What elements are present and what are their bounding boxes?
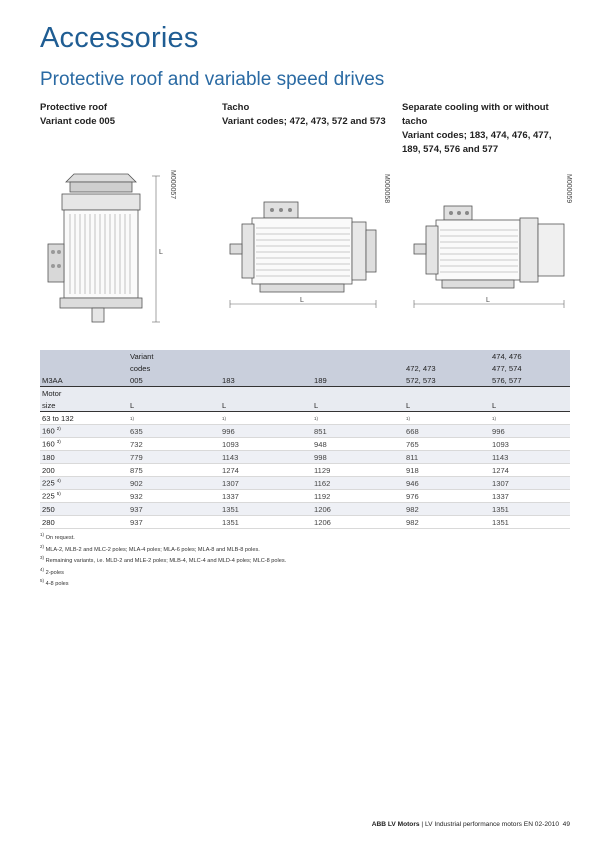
dimension-value: 1351	[220, 516, 312, 529]
dimension-value: 732	[128, 438, 220, 451]
figure-code: M000058	[383, 174, 390, 204]
heading-line: 189, 574, 576 and 577	[402, 144, 499, 155]
dimension-value: 976	[404, 490, 490, 503]
dimension-value: 635	[128, 425, 220, 438]
header-cell	[312, 362, 404, 374]
heading-line: Protective roof	[40, 102, 108, 113]
dimension-value: 946	[404, 477, 490, 490]
header-cell	[220, 362, 312, 374]
table-subheader-row	[40, 387, 570, 400]
figure-code: M000059	[565, 174, 572, 204]
footnote	[40, 543, 286, 555]
table-body	[40, 412, 570, 529]
table-header-row	[40, 374, 570, 387]
dimension-value: 1337	[490, 490, 570, 503]
motor-size: 225	[42, 478, 55, 488]
footnote-text: 4-8 poles	[45, 581, 69, 588]
table-row	[40, 438, 570, 451]
dimension-value: 1)	[220, 412, 312, 425]
header-cell: 189	[312, 374, 404, 387]
motor-size-cell	[40, 516, 128, 529]
dimension-value: 1337	[220, 490, 312, 503]
footnote-ref: 5)	[56, 491, 61, 497]
dimension-value: 765	[404, 438, 490, 451]
dimension-label: L	[486, 297, 490, 304]
header-cell	[312, 350, 404, 362]
dimension-value: 998	[312, 451, 404, 464]
table-row	[40, 412, 570, 425]
dimension-value: 932	[128, 490, 220, 503]
motor-size: 160	[42, 439, 55, 449]
motor-size: 160	[42, 426, 55, 436]
header-cell	[404, 350, 490, 362]
dimension-value: 1351	[490, 503, 570, 516]
footer-brand: ABB LV Motors	[371, 821, 420, 828]
footnote	[40, 566, 286, 578]
footnote-text: 2-poles	[45, 569, 64, 576]
heading-line: Tacho	[222, 102, 250, 113]
page-footer	[372, 821, 570, 828]
motor-label: Motor	[40, 387, 128, 400]
dimension-value: 1129	[312, 464, 404, 477]
motor-size: 225	[42, 491, 55, 501]
footnote	[40, 577, 286, 589]
dimension-value: 1)	[490, 412, 570, 425]
column-heading-separate-cooling	[402, 101, 551, 157]
dimension-value: 1143	[220, 451, 312, 464]
footnote-ref: 3)	[56, 439, 61, 445]
page-subtitle: Protective roof and variable speed drives	[40, 69, 385, 90]
header-cell: 477, 574	[490, 362, 570, 374]
column-heading-tacho	[222, 101, 386, 129]
motor-size: 280	[42, 517, 55, 527]
header-cell: 183	[220, 374, 312, 387]
dimension-value: 1)	[128, 412, 220, 425]
header-cell	[220, 350, 312, 362]
figure-code: M000057	[169, 170, 176, 200]
footnote-ref: 4)	[56, 478, 61, 484]
footnote-text: Remaining variants, i.e. MLD-2 and MLE-2 poles; MLB-4, MLC-4 and MLD-4 poles; MLC-8 poles.	[45, 557, 287, 564]
page-number: 49	[562, 821, 570, 828]
header-cell: Variant	[128, 350, 220, 362]
footer-separator: |	[419, 821, 425, 828]
header-cell: codes	[128, 362, 220, 374]
footnote-marker: 2)	[40, 543, 45, 549]
unit-cell: L	[404, 399, 490, 412]
dimension-value: 1274	[490, 464, 570, 477]
dimension-value: 779	[128, 451, 220, 464]
motor-size-cell	[40, 490, 128, 503]
table-row	[40, 464, 570, 477]
footer-document: LV Industrial performance motors EN 02-2010	[424, 821, 559, 828]
motor-size-cell	[40, 412, 128, 425]
dimension-value: 1143	[490, 451, 570, 464]
dimension-value: 1)	[312, 412, 404, 425]
dimension-value: 1307	[220, 477, 312, 490]
dimension-value: 1206	[312, 516, 404, 529]
dimension-value: 1093	[490, 438, 570, 451]
footnote-marker: 5)	[40, 578, 45, 584]
dimension-value: 902	[128, 477, 220, 490]
page-title: Accessories	[40, 22, 199, 54]
heading-line: Variant codes; 472, 473, 572 and 573	[222, 116, 386, 127]
table-row	[40, 490, 570, 503]
dimension-value: 996	[220, 425, 312, 438]
motor-size-cell	[40, 425, 128, 438]
table-row	[40, 477, 570, 490]
table-row	[40, 451, 570, 464]
motor-size-cell	[40, 464, 128, 477]
dimension-value: 811	[404, 451, 490, 464]
dimension-value: 1206	[312, 503, 404, 516]
dimension-value: 1351	[490, 516, 570, 529]
table-header-row	[40, 362, 570, 374]
unit-cell: L	[128, 399, 220, 412]
header-cell: M3AA	[40, 374, 128, 387]
motor-size-cell	[40, 477, 128, 490]
header-cell: 576, 577	[490, 374, 570, 387]
motor-protective-roof-drawing	[36, 166, 186, 326]
dimension-value: 851	[312, 425, 404, 438]
footnote-marker: 3)	[40, 555, 45, 561]
footnotes	[40, 531, 286, 589]
header-cell: 474, 476	[490, 350, 570, 362]
motor-size: 180	[42, 452, 55, 462]
size-label: size	[40, 399, 128, 412]
footnote-text: MLA-2, MLB-2 and MLC-2 poles; MLA-4 poles; MLA-6 poles; MLA-8 and MLB-8 poles.	[45, 546, 260, 553]
dimension-value: 1162	[312, 477, 404, 490]
motor-size: 250	[42, 504, 55, 514]
dimension-value: 982	[404, 503, 490, 516]
dimension-value: 937	[128, 516, 220, 529]
dimension-value: 1093	[220, 438, 312, 451]
header-cell: 005	[128, 374, 220, 387]
dimension-value: 1307	[490, 477, 570, 490]
header-cell: 572, 573	[404, 374, 490, 387]
footnote-text: On request.	[45, 534, 75, 541]
dimension-value: 875	[128, 464, 220, 477]
motor-size-cell	[40, 438, 128, 451]
table-header-row	[40, 350, 570, 362]
unit-cell: L	[312, 399, 404, 412]
footnote-marker: 4)	[40, 566, 45, 572]
motor-size: 63 to 132	[42, 413, 74, 423]
heading-line: Separate cooling with or without	[402, 102, 549, 113]
table-row	[40, 516, 570, 529]
unit-cell: L	[490, 399, 570, 412]
motor-tacho-drawing	[212, 172, 382, 322]
dimension-value: 937	[128, 503, 220, 516]
dimension-value: 1192	[312, 490, 404, 503]
dimension-value: 1274	[220, 464, 312, 477]
heading-line: tacho	[402, 116, 428, 127]
dimension-value: 1)	[404, 412, 490, 425]
dimension-value: 948	[312, 438, 404, 451]
heading-line: Variant codes; 183, 474, 476, 477,	[402, 130, 552, 141]
dimension-value: 918	[404, 464, 490, 477]
unit-cell: L	[220, 399, 312, 412]
footnote-marker: 1)	[40, 532, 45, 537]
column-heading-protective-roof	[40, 101, 115, 129]
table-subheader-row	[40, 399, 570, 412]
motor-size: 200	[42, 465, 55, 475]
dimension-value: 982	[404, 516, 490, 529]
dimension-label: L	[159, 249, 163, 256]
dimension-table	[40, 350, 570, 529]
header-cell: 472, 473	[404, 362, 490, 374]
motor-size-cell	[40, 451, 128, 464]
table-row	[40, 425, 570, 438]
dimension-value: 1351	[220, 503, 312, 516]
table-row	[40, 503, 570, 516]
footnote-ref: 2)	[56, 426, 61, 432]
heading-line: Variant code 005	[40, 116, 115, 127]
dimension-label: L	[300, 297, 304, 304]
motor-size-cell	[40, 503, 128, 516]
dimension-value: 668	[404, 425, 490, 438]
footnote	[40, 531, 286, 543]
footnote	[40, 554, 286, 566]
dimension-value: 996	[490, 425, 570, 438]
motor-separate-cooling-drawing	[398, 172, 570, 322]
